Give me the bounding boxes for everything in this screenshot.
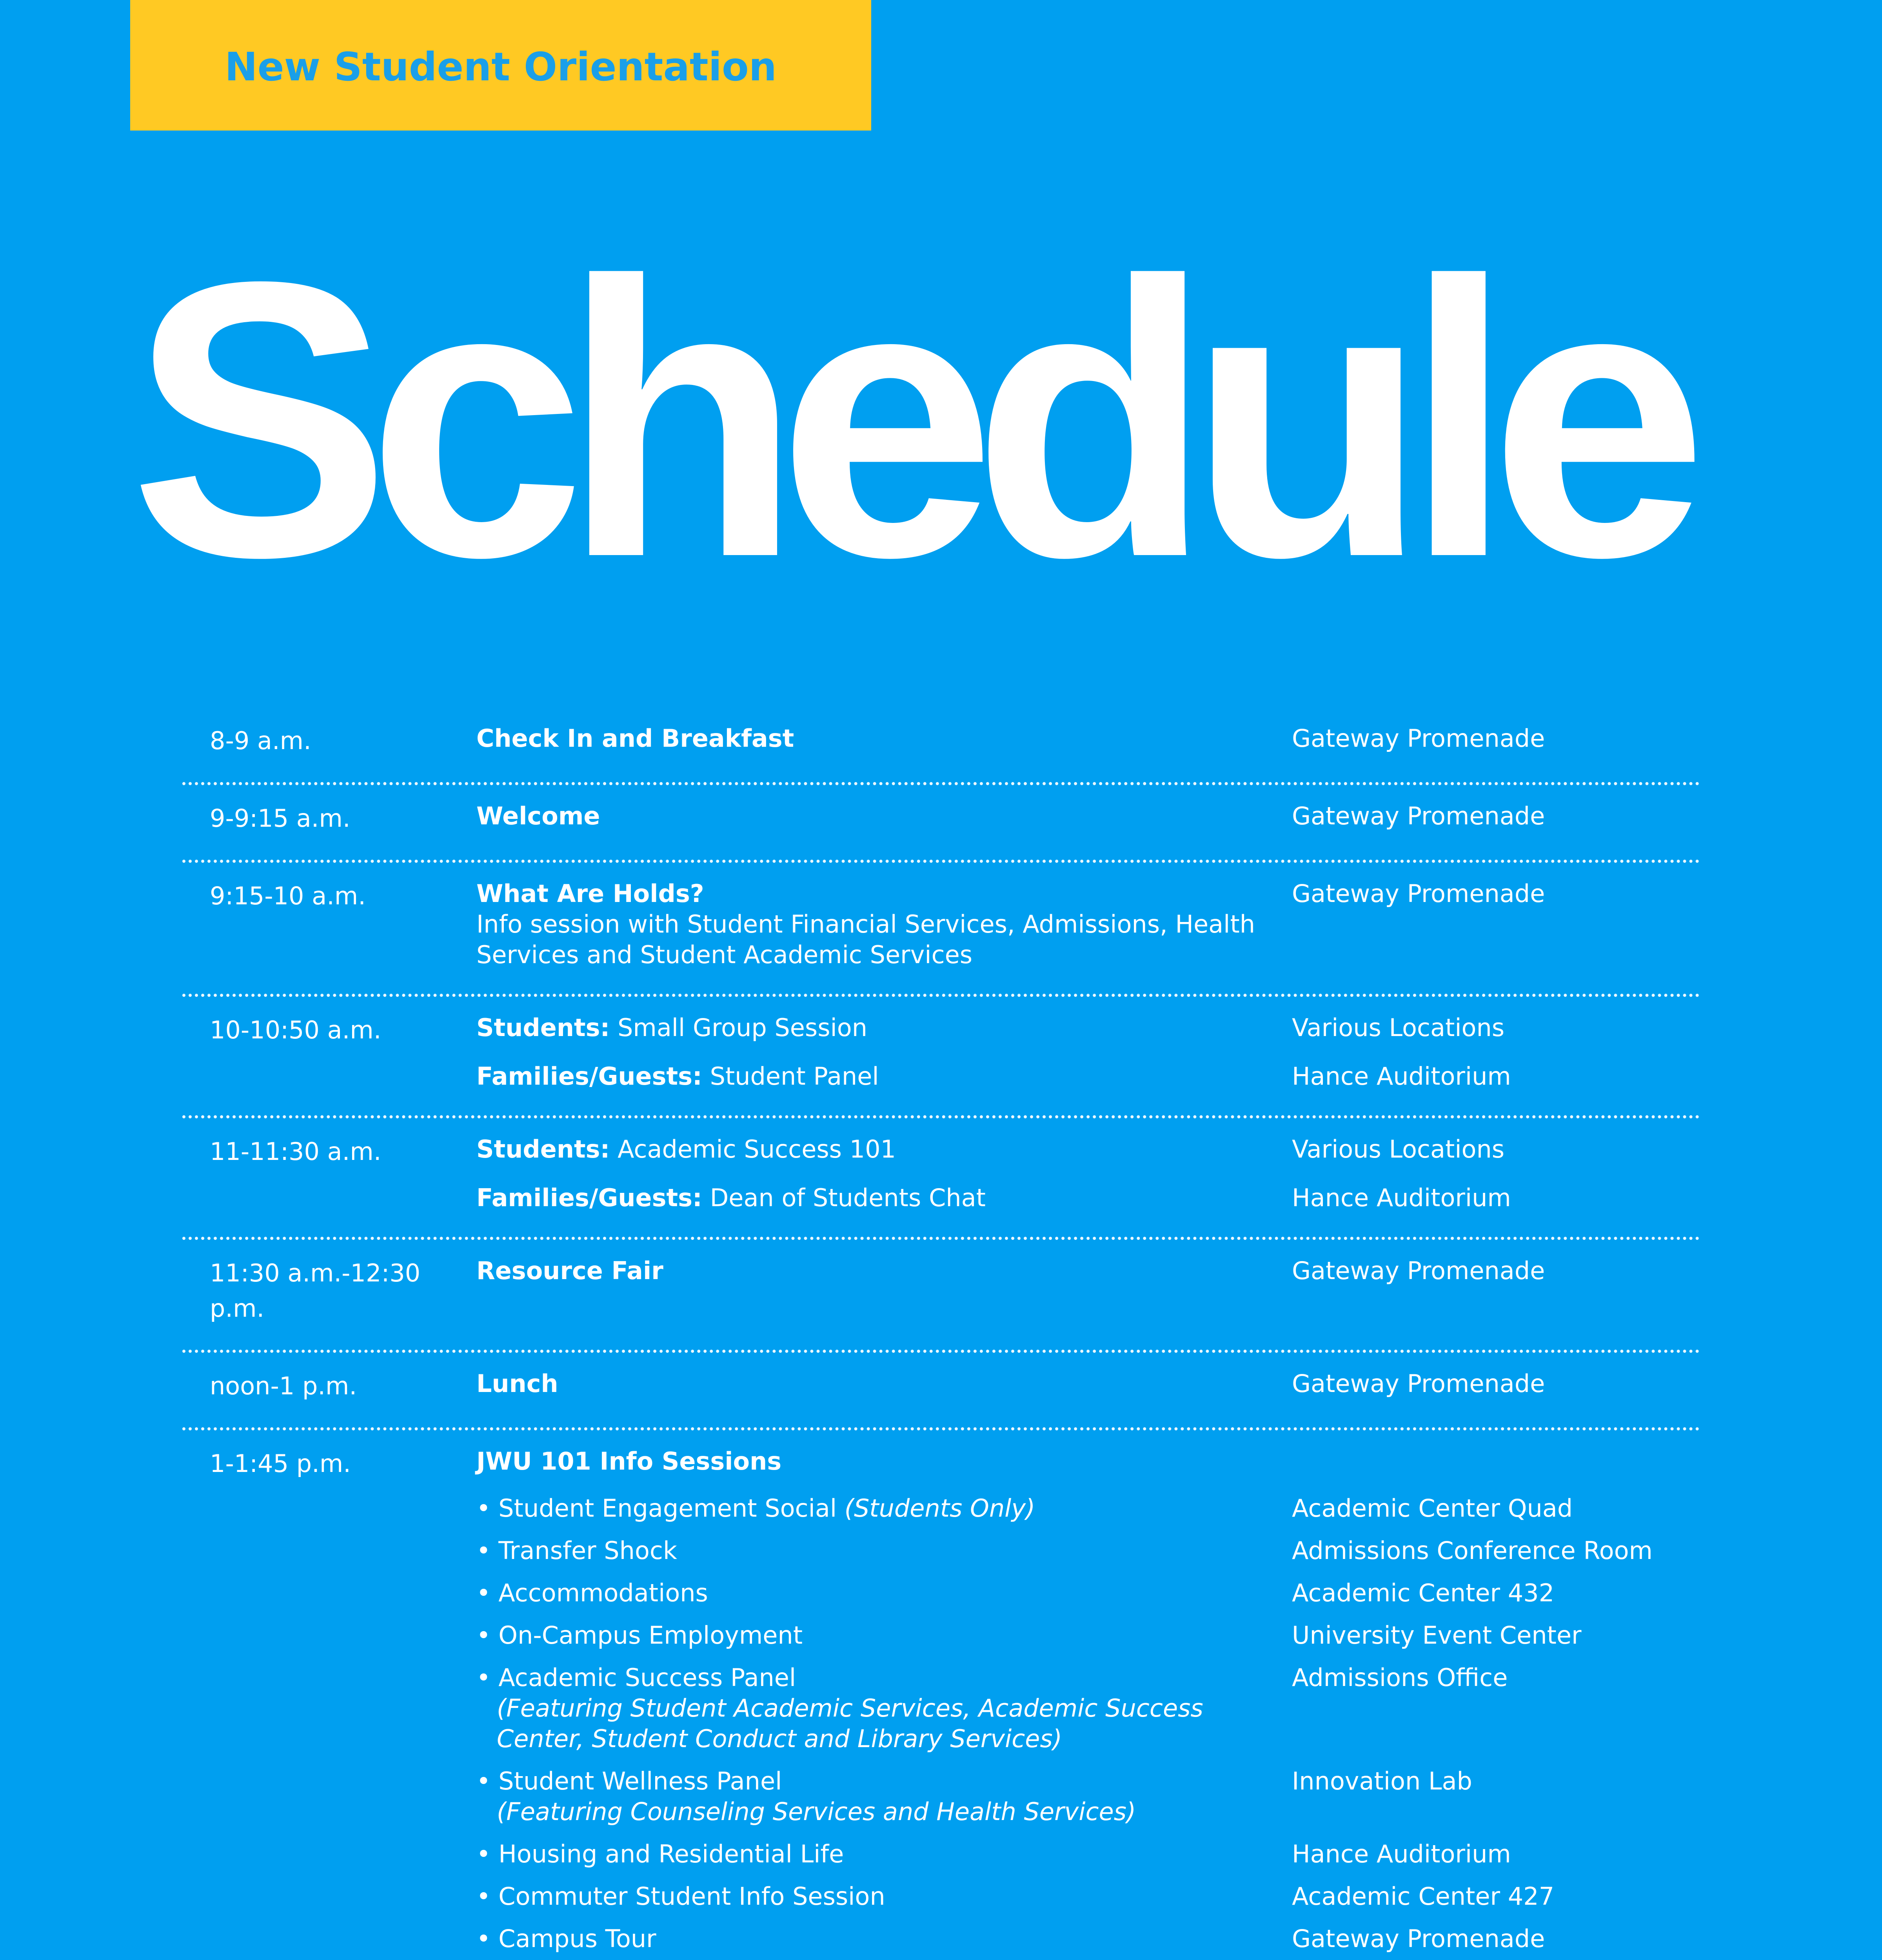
row-location: Gateway Promenade (1292, 879, 1545, 908)
schedule-row (182, 723, 1700, 785)
row-title: Check In and Breakfast (476, 724, 794, 753)
row-title: Lunch (476, 1369, 558, 1398)
schedule-row (182, 1118, 1700, 1240)
row-location: Gateway Promenade (1292, 1256, 1545, 1285)
row-time: 10-10:50 a.m. (210, 1016, 381, 1044)
session-item: • Academic Success Panel (Featuring Student Academic Services, Academic Success Center, Student Conduct and Library Services) (476, 1662, 1292, 1754)
session-item: • Campus Tour (476, 1924, 656, 1953)
session-location: Academic Center Quad (1292, 1494, 1573, 1523)
track-label: Students: (476, 1135, 610, 1163)
session-item: • Student Engagement Social (Students Only) (476, 1494, 1035, 1523)
session-item: • Commuter Student Info Session (476, 1882, 885, 1911)
row-description: Info session with Student Financial Services, Admissions, Health Services and Student Academic Services (476, 910, 1255, 969)
session-location: Innovation Lab (1292, 1767, 1472, 1795)
session-location: Hance Auditorium (1292, 1840, 1511, 1868)
schedule-row (182, 1353, 1700, 1430)
row-time: 1-1:45 p.m. (210, 1449, 351, 1478)
session-location: Gateway Promenade (1292, 1924, 1545, 1953)
page-title: Schedule (129, 200, 1684, 638)
session-sub: (Featuring Counseling Services and Health Services) (497, 1797, 1136, 1826)
orientation-tab (130, 0, 871, 131)
tab-label: New Student Orientation (225, 44, 777, 90)
track-label: Students: (476, 1013, 610, 1042)
row-title: JWU 101 Info Sessions (476, 1447, 782, 1475)
schedule-row (182, 1240, 1700, 1353)
row-title: Welcome (476, 802, 600, 830)
session-sub: (Featuring Student Academic Services, Academic Success Center, Student Conduct and Library Services) (497, 1694, 1203, 1753)
session-location: Admissions Conference Room (1292, 1536, 1653, 1565)
session-item: • Student Wellness Panel (Featuring Counseling Services and Health Services) (476, 1766, 1292, 1827)
session-item: • Housing and Residential Life (476, 1840, 844, 1868)
track-text: Dean of Students Chat (710, 1183, 986, 1212)
session-item: • Accommodations (476, 1579, 708, 1607)
row-title: Resource Fair (476, 1256, 663, 1285)
track-text: Academic Success 101 (618, 1135, 896, 1163)
schedule-row (182, 863, 1700, 997)
row-location: Hance Auditorium (1292, 1183, 1511, 1212)
session-location: Academic Center 432 (1292, 1579, 1555, 1607)
session-item: • On-Campus Employment (476, 1621, 803, 1650)
row-time: 9:15-10 a.m. (210, 882, 366, 910)
track-label: Families/Guests: (476, 1183, 702, 1212)
schedule-table (182, 723, 1700, 1960)
row-title: What Are Holds? (476, 879, 704, 908)
schedule-row (182, 1430, 1700, 1960)
row-location: Various Locations (1292, 1013, 1505, 1042)
schedule-row (182, 997, 1700, 1118)
session-location: Academic Center 427 (1292, 1882, 1555, 1911)
row-location: Gateway Promenade (1292, 802, 1545, 830)
track-label: Families/Guests: (476, 1062, 702, 1091)
track-text: Small Group Session (618, 1013, 867, 1042)
row-location: Various Locations (1292, 1135, 1505, 1163)
session-location: University Event Center (1292, 1621, 1582, 1650)
row-time: 11-11:30 a.m. (210, 1137, 381, 1166)
row-location: Gateway Promenade (1292, 724, 1545, 753)
row-time: 9-9:15 a.m. (210, 804, 351, 833)
row-time: 11:30 a.m.-12:30 p.m. (210, 1259, 421, 1323)
row-time: noon-1 p.m. (210, 1372, 357, 1400)
row-time: 8-9 a.m. (210, 726, 311, 755)
schedule-row (182, 785, 1700, 863)
row-location: Gateway Promenade (1292, 1369, 1545, 1398)
track-text: Student Panel (710, 1062, 879, 1091)
session-note: (Students Only) (844, 1494, 1035, 1523)
session-item: • Transfer Shock (476, 1536, 677, 1565)
row-location: Hance Auditorium (1292, 1062, 1511, 1091)
session-location: Admissions Office (1292, 1663, 1508, 1692)
